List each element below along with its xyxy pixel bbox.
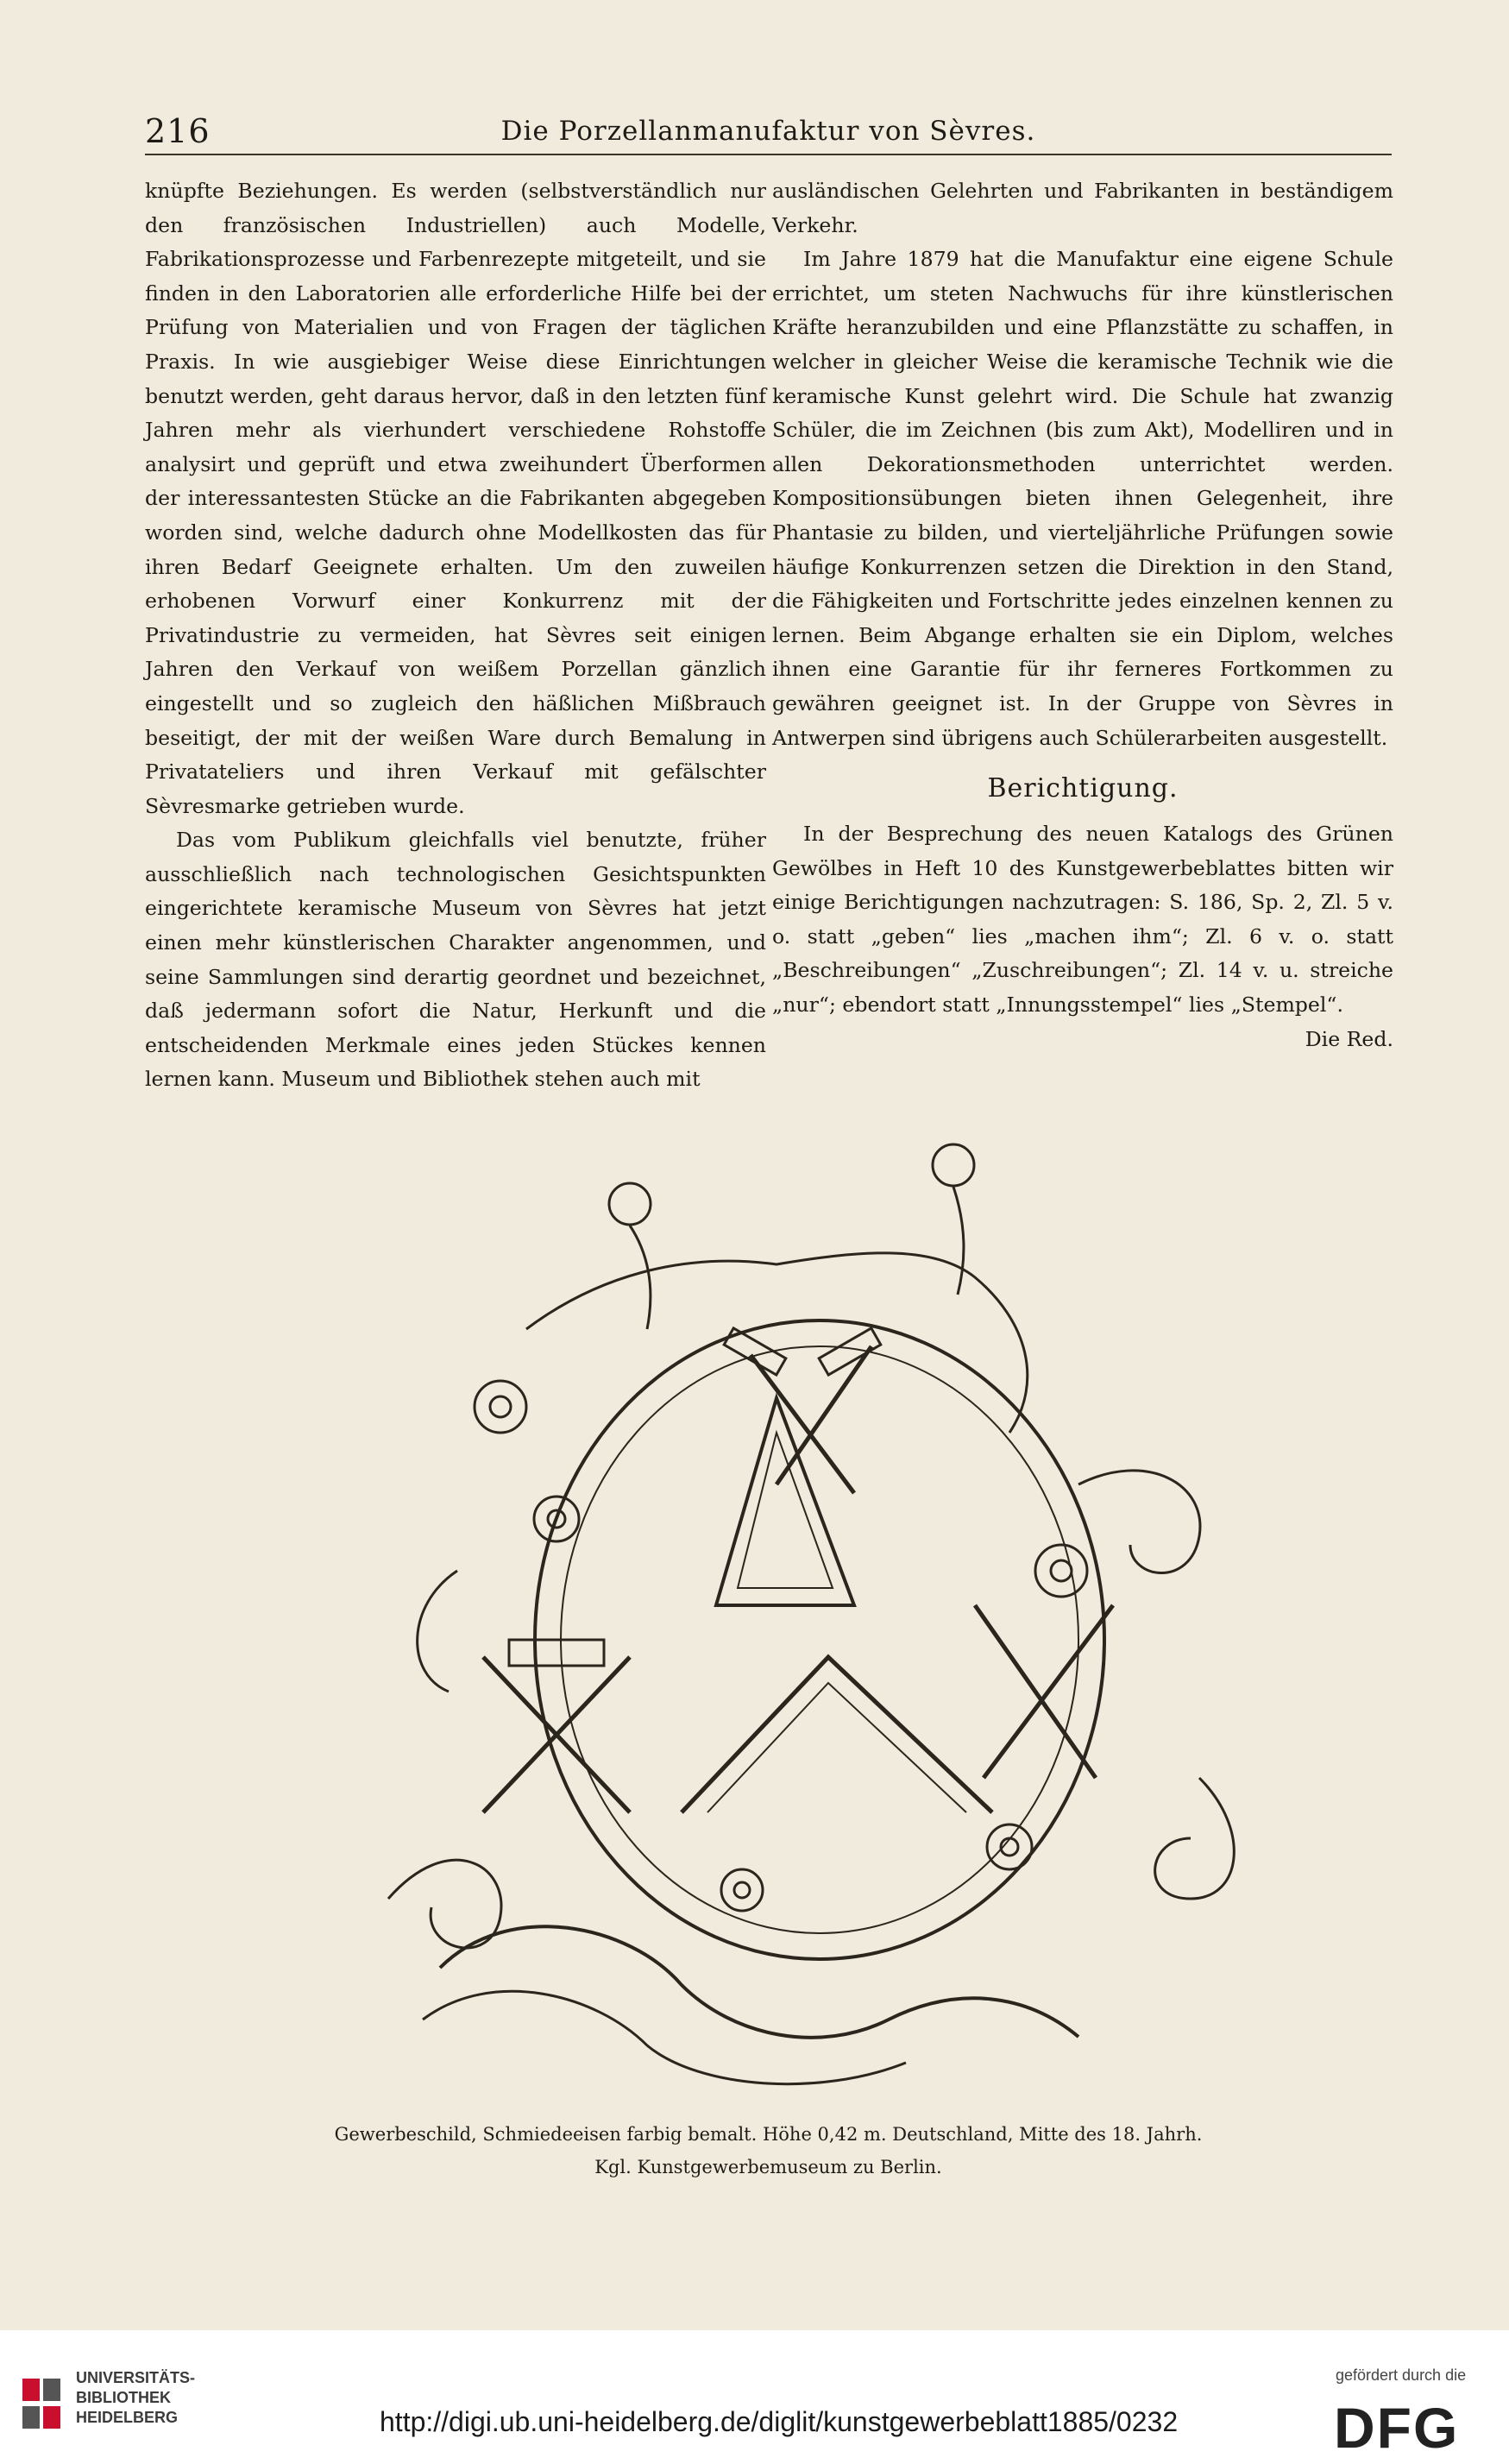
- left-column: [145, 174, 766, 1097]
- crossed-tools-right: [975, 1605, 1113, 1778]
- scroll-curl-right: [1155, 1778, 1235, 1899]
- hanging-ring-right: [933, 1144, 974, 1186]
- running-head: [145, 112, 1392, 155]
- dfg-logo: DFG: [1334, 2396, 1460, 2460]
- library-name-line-3: HEIDELBERG: [76, 2409, 179, 2426]
- scroll-curl-left: [388, 1860, 501, 1948]
- right-paragraph-2: Im Jahre 1879 hat die Manufaktur eine eigene Schule errichtet, um steten Nachwuchs für ihre künstlerischen Kräfte heranzubilden und eine Pflanzstätte zu schaffen, in welcher in gleicher Weise die keramische Technik wie die keramische Kunst gelehrt wird. Die Schule hat zwanzig Schüler, die im Zeichnen (bis zum Akt), Modelliren und in allen Dekorationsmethoden unterrichtet werden. Kompositionsübungen bieten ihnen Gelegenheit, ihre Phantasie zu bilden, und vierteljährliche Prüfungen sowie häufige Konkurrenzen setzen die Direktion in den Stand, die Fähigkeiten und Fortschritte jedes einzelnen kennen zu lernen. Beim Abgange erhalten sie ein Diplom, welches ihnen eine Garantie für ihr ferneres Fortkommen zu gewähren geeignet ist. In der Gruppe von Sèvres in Antwerpen sind übrigens auch Schülerarbeiten ausgestellt.: [772, 247, 1393, 750]
- left-paragraph-2: Das vom Publikum gleichfalls viel benutzte, früher ausschließlich nach technologischen Gesichtspunkten eingerichtete keramische Museum von Sèvres hat jetzt einen mehr künstlerischen Charakter angenommen, und seine Sammlungen sind derartig geordnet und bezeichnet, daß jedermann sofort die Natur, Herkunft und die entscheidenden Merkmale eines jeden Stückes kennen lernen kann. Museum und Bibliothek stehen auch mit: [145, 828, 766, 1092]
- rosette-1: [475, 1381, 526, 1433]
- library-name-line-1: UNIVERSITÄTS-: [76, 2369, 196, 2386]
- right-column: [772, 174, 1393, 1056]
- right-paragraph-1: ausländischen Gelehrten und Fabrikanten in beständigem Verkehr.: [772, 179, 1393, 237]
- rosette-5: [721, 1869, 763, 1911]
- section-heading: Berichtigung.: [987, 773, 1179, 804]
- figure-credit: Kgl. Kunstgewerbemuseum zu Berlin.: [594, 2157, 942, 2177]
- editor-signature: Die Red.: [1305, 1026, 1393, 1051]
- left-paragraph-1: knüpfte Beziehungen. Es werden (selbstverständlich nur den französischen Industriellen) auch Modelle, Fabrikationsprozesse und Farbenrezepte mitgeteilt, und sie finden in den Laboratorien alle erforderliche Hilfe bei der Prüfung von Materialien und von Fragen der täglichen Praxis. In wie ausgiebiger Weise diese Einrichtungen benutzt werden, geht daraus hervor, daß in den letzten fünf Jahren mehr als vierhundert verschiedene Rohstoffe analysirt und geprüft und etwa zweihundert Überformen der interessantesten Stücke an die Fabrikanten abgegeben worden sind, welche dadurch ohne Modellkosten das für ihren Bedarf Geeignete erhalten. Um den zuweilen erhobenen Vorwurf einer Konkurrenz mit der Privatindustrie zu vermeiden, hat Sèvres seit einigen Jahren den Verkauf von weißem Porzellan gänzlich eingestellt und so zugleich den häßlichen Mißbrauch beseitigt, der mit der weißen Ware durch Bemalung in Privatateliers und ihren Verkauf mit gefälschter Sèvresmarke getrieben wurde.: [145, 179, 766, 818]
- upper-scroll-frame: [526, 1253, 1028, 1433]
- crossed-tools-left: [483, 1657, 630, 1812]
- digitization-footer: [0, 2330, 1509, 2464]
- wrought-iron-sign-engraving: [371, 1122, 1268, 2106]
- funding-note: gefördert durch die: [1336, 2366, 1467, 2384]
- hanging-ring-left: [609, 1183, 651, 1225]
- triangle-ornament: [716, 1398, 854, 1605]
- running-title: Die Porzellanmanufaktur von Sèvres.: [500, 116, 1036, 147]
- correction-paragraph: In der Besprechung des neuen Katalogs des Grünen Gewölbes in Heft 10 des Kunstgewerbeblattes bitten wir einige Berichtigungen nachzutragen: S. 186, Sp. 2, Zl. 5 v. o. statt „geben“ lies „machen ihm“; Zl. 6 v. o. statt „Beschreibungen“ „Zuschreibungen“; Zl. 14 v. u. streiche „nur“; ebendort statt „Innungsstempel“ lies „Stempel“.: [772, 822, 1393, 1018]
- permalink-url[interactable]: http://digi.ub.uni-heidelberg.de/diglit/kunstgewerbeblatt1885/0232: [380, 2406, 1179, 2437]
- university-library-logo-icon: [22, 2379, 61, 2430]
- acanthus-scroll-bottom: [440, 1926, 1078, 2038]
- rosette-3: [1035, 1545, 1087, 1597]
- page-number: 216: [145, 112, 211, 150]
- library-name-line-2: BIBLIOTHEK: [76, 2389, 171, 2406]
- guild-sign-illustration: [371, 1122, 1268, 2106]
- library-name: [76, 2368, 195, 2428]
- header-rule: [145, 154, 1392, 155]
- rosette-4: [987, 1824, 1032, 1869]
- figure-caption: Gewerbeschild, Schmiedeeisen farbig bemalt. Höhe 0,42 m. Deutschland, Mitte des 18. Jahrh.: [334, 2124, 1203, 2145]
